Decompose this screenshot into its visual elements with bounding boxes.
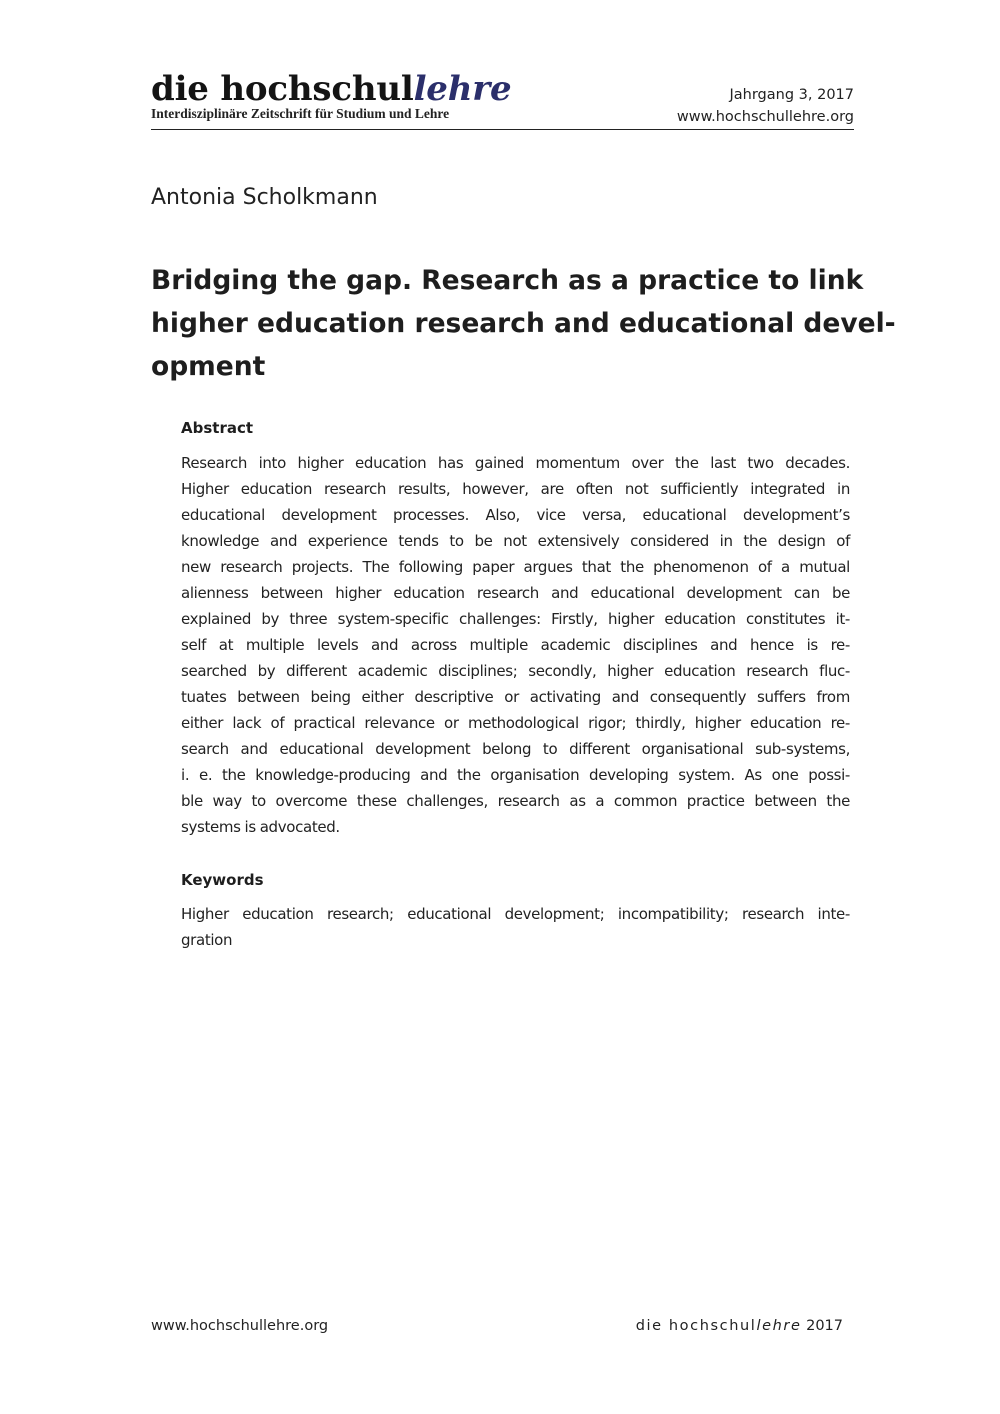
keywords-line: Higher education research; educational development; incompatibility; research inte- — [181, 905, 850, 923]
article-title — [151, 259, 896, 388]
article-author: Antonia Scholkmann — [151, 185, 378, 210]
footer-website-link[interactable]: www.hochschullehre.org — [151, 1318, 329, 1334]
journal-website-link[interactable]: www.hochschullehre.org — [676, 109, 854, 125]
journal-logo — [151, 69, 512, 109]
abstract-heading: Abstract — [181, 419, 254, 437]
abstract-line: i. e. the knowledge-producing and the organisation developing system. As one possi- — [181, 766, 850, 784]
journal-subtitle: Interdisziplinäre Zeitschrift für Studium und Lehre — [151, 106, 450, 121]
journal-name-regular: die hochschul — [151, 69, 414, 109]
keywords-heading: Keywords — [181, 871, 264, 889]
title-line: higher education research and educational devel- — [151, 308, 896, 339]
keywords-line: gration — [181, 931, 233, 949]
journal-masthead — [151, 69, 512, 122]
abstract-line: new research projects. The following paper argues that the phenomenon of a mutual — [181, 558, 850, 576]
keywords-text — [181, 901, 850, 953]
abstract-line: searched by different academic disciplines; secondly, higher education research fluc- — [181, 662, 850, 680]
abstract-line: alienness between higher education research and educational development can be — [181, 584, 850, 602]
header-divider — [151, 129, 854, 130]
abstract-line: search and educational development belong to different organisational sub-systems, — [181, 740, 850, 758]
abstract-line: Research into higher education has gained momentum over the last two decades. — [181, 454, 850, 472]
title-line: opment — [151, 351, 266, 382]
abstract-line: tuates between being either descriptive or activating and consequently suffers from — [181, 688, 850, 706]
title-line: Bridging the gap. Research as a practice to link — [151, 265, 864, 296]
journal-volume: Jahrgang 3, 2017 — [729, 87, 854, 103]
abstract-text — [181, 450, 850, 840]
journal-name-accent: lehre — [413, 69, 512, 109]
footer-journal-name — [636, 1316, 843, 1336]
abstract-line: educational development processes. Also, vice versa, educational development’s — [181, 506, 850, 524]
footer-journal-italic: lehre — [756, 1318, 802, 1334]
footer-year: 2017 — [801, 1318, 843, 1334]
abstract-line: knowledge and experience tends to be not extensively considered in the design of — [181, 532, 850, 550]
footer-journal-regular: die hochschul — [635, 1318, 757, 1334]
issue-info — [677, 84, 854, 128]
abstract-line: Higher education research results, however, are often not sufficiently integrated in — [181, 480, 850, 498]
abstract-line: ble way to overcome these challenges, research as a common practice between the — [181, 792, 850, 810]
abstract-line: either lack of practical relevance or methodological rigor; thirdly, higher education re- — [181, 714, 850, 732]
abstract-line: explained by three system-specific challenges: Firstly, higher education constitutes it- — [181, 610, 850, 628]
abstract-line: self at multiple levels and across multiple academic disciplines and hence is re- — [181, 636, 850, 654]
abstract-line: systems is advocated. — [181, 818, 340, 836]
